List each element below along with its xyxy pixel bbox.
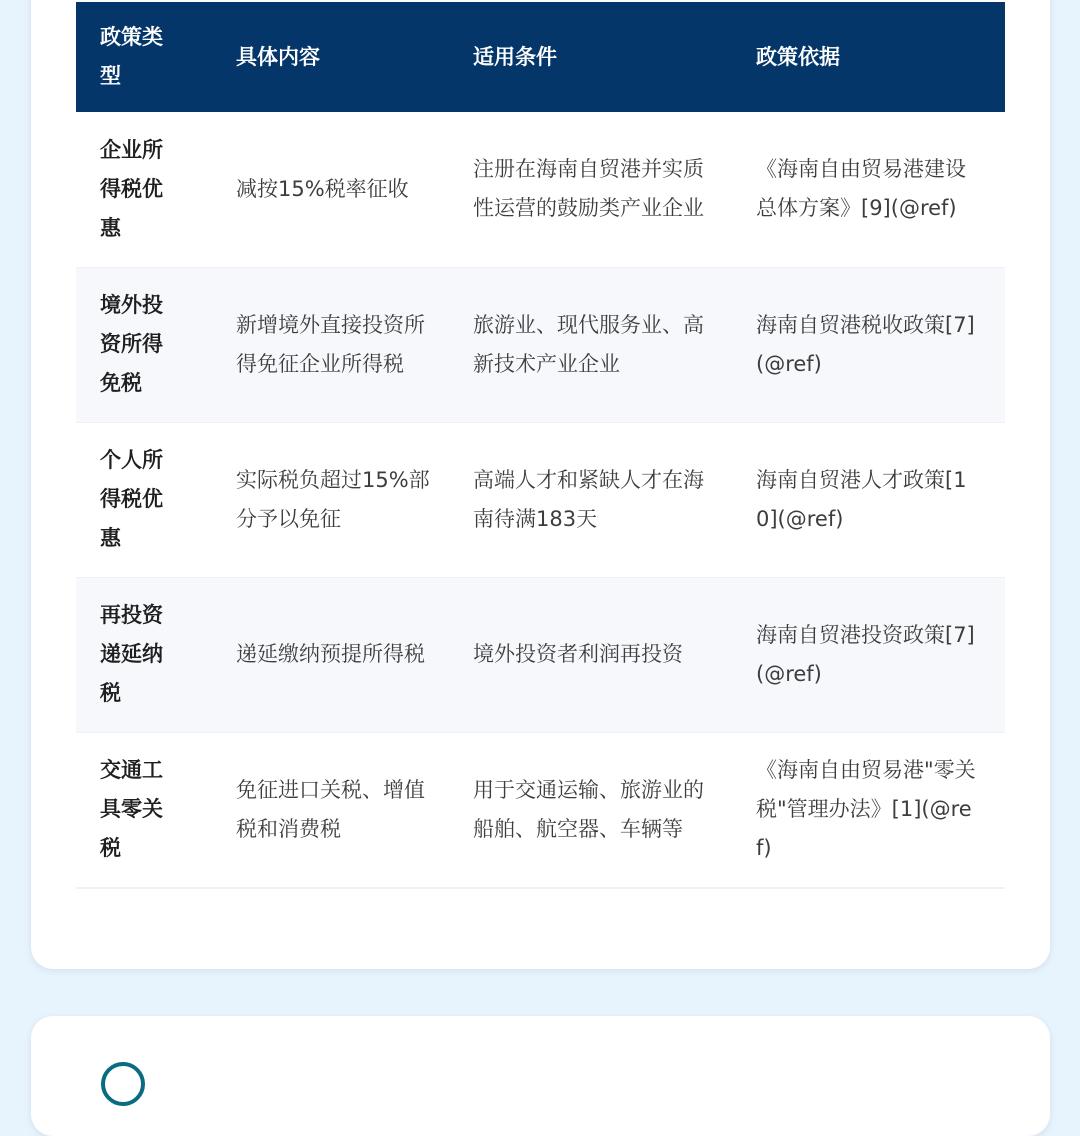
cell-condition: 旅游业、现代服务业、高新技术产业企业 bbox=[449, 267, 732, 422]
cell-content: 新增境外直接投资所得免征企业所得税 bbox=[212, 267, 449, 422]
cell-condition: 高端人才和紧缺人才在海南待满183天 bbox=[449, 422, 732, 577]
cell-content: 实际税负超过15%部分予以免征 bbox=[212, 422, 449, 577]
header-basis: 政策依据 bbox=[732, 2, 1005, 112]
next-section-card bbox=[31, 1016, 1050, 1136]
table-row bbox=[76, 422, 1005, 577]
cell-content: 免征进口关税、增值税和消费税 bbox=[212, 732, 449, 887]
cell-basis: 海南自贸港税收政策[7](@ref) bbox=[732, 267, 1005, 422]
cell-policy-type: 再投资递延纳税 bbox=[76, 577, 212, 732]
cell-content: 递延缴纳预提所得税 bbox=[212, 577, 449, 732]
cell-condition: 境外投资者利润再投资 bbox=[449, 577, 732, 732]
cell-policy-type: 境外投资所得免税 bbox=[76, 267, 212, 422]
policy-table-wrapper bbox=[76, 2, 1005, 889]
cell-policy-type: 交通工具零关税 bbox=[76, 732, 212, 887]
cell-policy-type: 企业所得税优惠 bbox=[76, 112, 212, 267]
policy-table bbox=[76, 2, 1005, 888]
cell-basis: 《海南自由贸易港"零关税"管理办法》[1](@ref) bbox=[732, 732, 1005, 887]
policy-card bbox=[31, 0, 1050, 969]
cell-condition: 注册在海南自贸港并实质性运营的鼓励类产业企业 bbox=[449, 112, 732, 267]
cell-basis: 海南自贸港人才政策[10](@ref) bbox=[732, 422, 1005, 577]
table-row bbox=[76, 112, 1005, 267]
header-policy-type: 政策类型 bbox=[76, 2, 212, 112]
header-condition: 适用条件 bbox=[449, 2, 732, 112]
circle-icon bbox=[101, 1062, 145, 1106]
cell-content: 减按15%税率征收 bbox=[212, 112, 449, 267]
table-row bbox=[76, 267, 1005, 422]
cell-basis: 《海南自由贸易港建设总体方案》[9](@ref) bbox=[732, 112, 1005, 267]
table-row bbox=[76, 577, 1005, 732]
header-content: 具体内容 bbox=[212, 2, 449, 112]
cell-policy-type: 个人所得税优惠 bbox=[76, 422, 212, 577]
table-header-row bbox=[76, 2, 1005, 112]
cell-condition: 用于交通运输、旅游业的船舶、航空器、车辆等 bbox=[449, 732, 732, 887]
cell-basis: 海南自贸港投资政策[7](@ref) bbox=[732, 577, 1005, 732]
table-row bbox=[76, 732, 1005, 887]
